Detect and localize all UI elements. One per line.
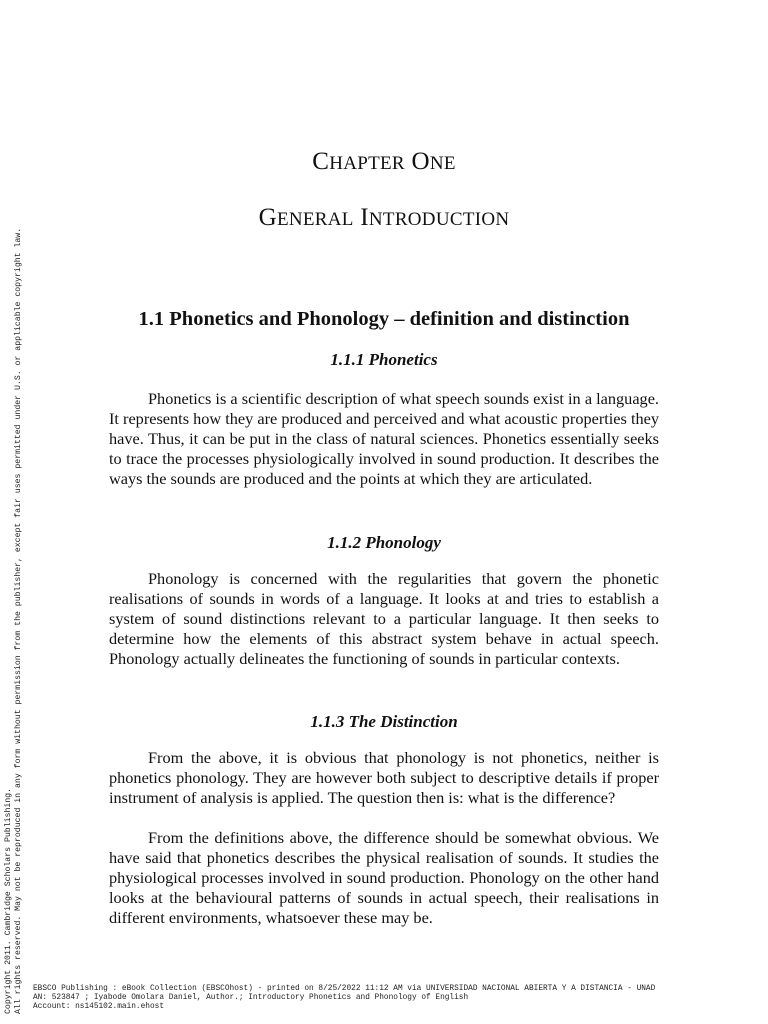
paragraph-phonology: Phonology is concerned with the regularities that govern the phonetic realisations of sounds in words of a language. It looks at and tries to establish a system of sound distinctions relevant to a particular language. It then seeks to determine how the elements of this abstract system behave in actual speech. Phonology actually delineates the functioning of sounds in particular contexts. xyxy=(109,569,659,668)
copyright-line-2: All rights reserved. May not be reproduced in any form without permission from the publisher, except fair uses permitted under U.S. or applicable copyright law. xyxy=(13,227,23,1014)
subsection-heading-phonology: 1.1.2 Phonology xyxy=(327,533,441,552)
chapter-subtitle xyxy=(0,204,768,232)
chapter-title-word2-rest: NE xyxy=(429,153,456,174)
chapter-subtitle-rest: ENERAL xyxy=(276,209,354,230)
subsection-heading-distinction: 1.1.3 The Distinction xyxy=(310,712,458,731)
footer-line-2: AN: 523847 ; Iyabode Omolara Daniel, Author.; Introductory Phonetics and Phonology of English xyxy=(33,994,469,1002)
chapter-subtitle-word2-rest: NTRODUCTION xyxy=(368,209,510,230)
section-title: 1.1 Phonetics and Phonology – definition and distinction xyxy=(138,308,630,330)
footer-line-1: EBSCO Publishing : eBook Collection (EBSCOhost) - printed on 8/25/2022 11:12 AM via UNIVERSIDAD NACIONAL ABIERTA Y A DISTANCIA - UNAD xyxy=(33,985,656,993)
copyright-side-notice xyxy=(4,227,24,1014)
paragraph-phonetics: Phonetics is a scientific description of what speech sounds exist in a language. It represents how they are produced and perceived and what acoustic properties they have. Thus, it can be put in the class of natural sciences. Phonetics essentially seeks to trace the processes physiologically involved in sound production. It describes the ways the sounds are produced and the points at which they are articulated. xyxy=(109,389,659,488)
copyright-line-1: Copyright 2011. Cambridge Scholars Publishing. xyxy=(4,787,13,1014)
paragraph-distinction-2: From the definitions above, the difference should be somewhat obvious. We have said that phonetics describes the physical realisation of sounds. It studies the physiological processes involved in sound production. Phonology on the other hand looks at the behavioural patterns of sounds in actual speech, their realisations in different environments, whatsoever these may be. xyxy=(109,828,659,927)
chapter-title-initial: C xyxy=(312,148,330,175)
chapter-subtitle-word2-initial: I xyxy=(360,204,369,231)
subsection-heading-phonetics: 1.1.1 Phonetics xyxy=(330,350,438,369)
chapter-subtitle-initial: G xyxy=(258,204,277,231)
chapter-title-rest: HAPTER xyxy=(329,153,405,174)
paragraph-distinction-1: From the above, it is obvious that phonology is not phonetics, neither is phonetics phonology. They are however both subject to descriptive details if proper instrument of analysis is applied. The question then is: what is the difference? xyxy=(109,748,659,807)
footer-line-3: Account: ns145102.main.ehost xyxy=(33,1003,165,1011)
chapter-title-word2-initial: O xyxy=(411,148,430,175)
ebsco-footer xyxy=(33,985,733,1012)
chapter-title xyxy=(0,148,768,176)
